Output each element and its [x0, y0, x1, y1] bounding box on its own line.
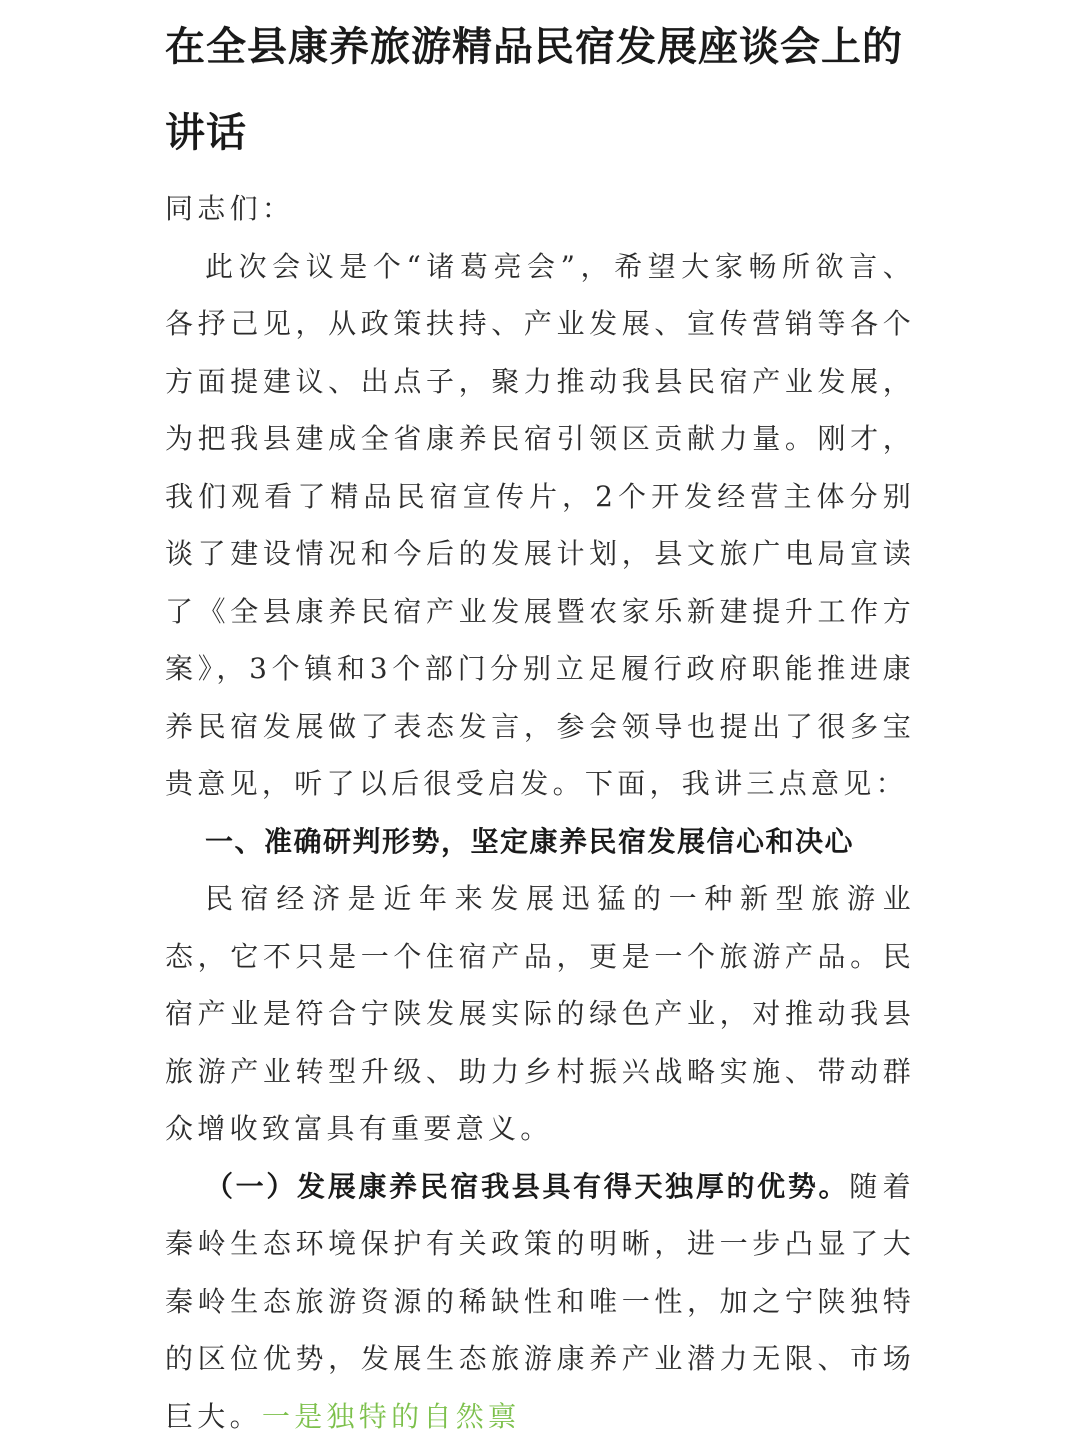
paragraph-intro: 此次会议是个“诸葛亮会”，希望大家畅所欲言、各抒己见，从政策扶持、产业发展、宣传营销等各个方面提建议、出点子，聚力推动我县民宿产业发展，为把我县建成全省康养民宿引领区贡献力量。刚才，我们观看了精品民宿宣传片，2个开发经营主体分别谈了建设情况和今后的发展计划，县文旅广电局宣读了《全县康养民宿产业发展暨农家乐新建提升工作方案》，3个镇和3个部门分别立足履行政府职能推进康养民宿发展做了表态发言，参会领导也提出了很多宝贵意见，听了以后很受启发。下面，我讲三点意见：: [165, 238, 915, 813]
document-title: 在全县康养旅游精品民宿发展座谈会上的讲话: [165, 0, 915, 176]
section-heading-1: 一、准确研判形势，坚定康养民宿发展信心和决心: [165, 813, 915, 871]
salutation: 同志们：: [165, 180, 915, 238]
highlight-text: 一是独特的自然禀: [262, 1400, 520, 1433]
paragraph-advantages-body: 随着秦岭生态环境保护有关政策的明晰，进一步凸显了大秦岭生态旅游资源的稀缺性和唯一性，加之宁陕独特的区位优势，发展生态旅游康养产业潜力无限、市场巨大。: [165, 1170, 915, 1433]
subsection-lead: （一）发展康养民宿我县具有得天独厚的优势。: [205, 1170, 849, 1203]
paragraph-minsu-economy: 民宿经济是近年来发展迅猛的一种新型旅游业态，它不只是一个住宿产品，更是一个旅游产品。民宿产业是符合宁陕发展实际的绿色产业，对推动我县旅游产业转型升级、助力乡村振兴战略实施、带动群众增收致富具有重要意义。: [165, 870, 915, 1158]
document-page: [165, 0, 915, 1445]
paragraph-advantages: [165, 1158, 915, 1445]
